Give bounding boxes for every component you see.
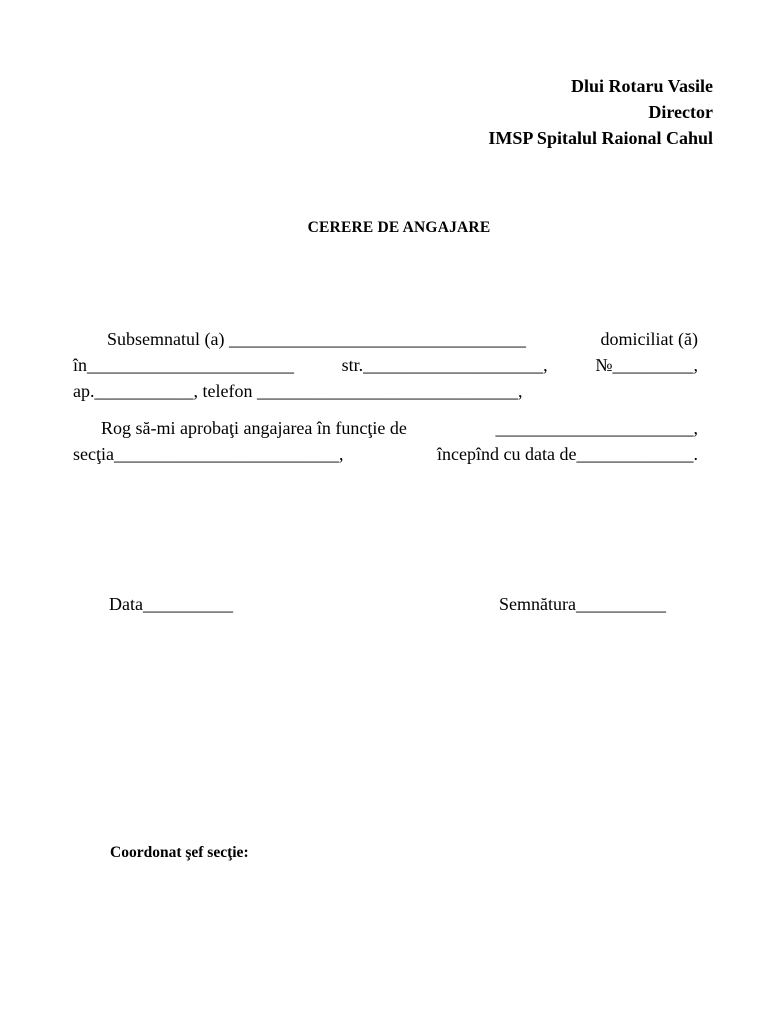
street-field-text: str.____________________,	[341, 355, 548, 375]
addressee-position: Director	[648, 102, 713, 122]
apartment-phone-field-text: ap.___________, telefon _____________________________,	[73, 381, 523, 401]
addressee-block	[488, 73, 713, 151]
department-field-text: secţia_________________________,	[73, 444, 344, 464]
phone-line	[73, 378, 698, 404]
locality-field-text: în_______________________	[73, 355, 295, 375]
document-title: CERERE DE ANGAJARE	[307, 219, 491, 236]
address-line	[73, 352, 698, 378]
number-field-text: №_________,	[595, 355, 698, 375]
residence-label: domiciliat (ă)	[600, 329, 698, 349]
name-field-text: Subsemnatul (a) _________________________________	[107, 329, 526, 349]
signature-field: Semnătura__________	[499, 594, 666, 614]
request-paragraph	[73, 415, 698, 467]
name-line	[73, 326, 698, 352]
position-field-text: ______________________,	[495, 418, 698, 438]
addressee-institution: IMSP Spitalul Raional Cahul	[488, 128, 713, 148]
start-date-field-text: începînd cu data de_____________.	[437, 444, 698, 464]
department-line	[73, 441, 698, 467]
position-line	[73, 415, 698, 441]
addressee-name: Dlui Rotaru Vasile	[570, 76, 713, 96]
coordination-label: Coordonat şef secţie:	[110, 844, 249, 861]
personal-info-paragraph	[73, 326, 698, 404]
request-text: Rog să-mi aprobaţi angajarea în funcţie de	[101, 418, 407, 438]
date-field: Data__________	[109, 594, 233, 614]
